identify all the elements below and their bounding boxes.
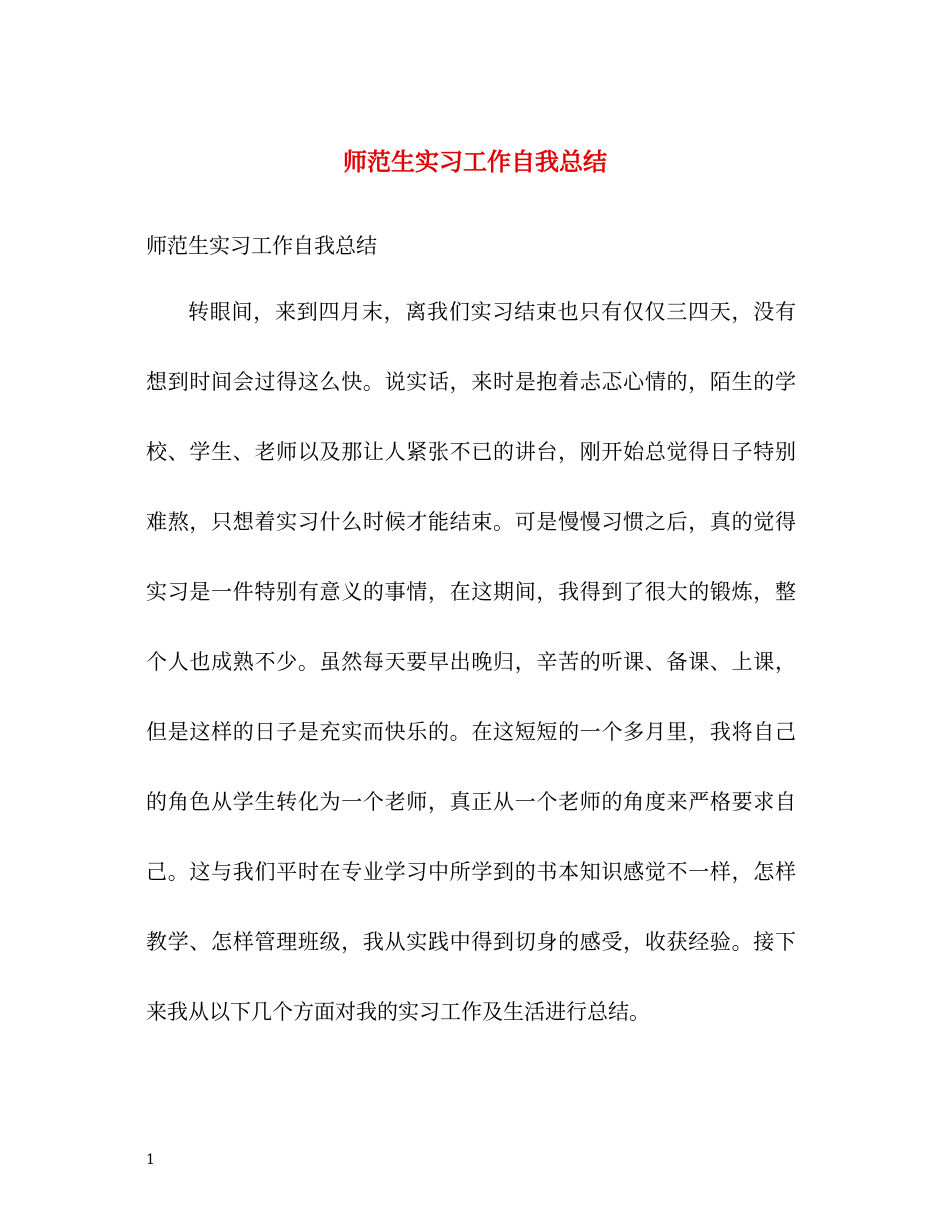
paragraph-line: 教学、怎样管理班级，我从实践中得到切身的感受，收获经验。接下 xyxy=(146,930,796,954)
document-subtitle: 师范生实习工作自我总结 xyxy=(146,234,377,258)
paragraph-line: 的角色从学生转化为一个老师，真正从一个老师的角度来严格要求自 xyxy=(146,790,796,814)
paragraph-line: 来我从以下几个方面对我的实习工作及生活进行总结。 xyxy=(146,1000,650,1024)
paragraph-line: 但是这样的日子是充实而快乐的。在这短短的一个多月里，我将自己 xyxy=(146,720,796,744)
paragraph-line: 个人也成熟不少。虽然每天要早出晚归，辛苦的听课、备课、上课， xyxy=(146,650,796,674)
paragraph-line: 想到时间会过得这么快。说实话，来时是抱着忐忑心情的，陌生的学 xyxy=(146,370,796,394)
page-number: 1 xyxy=(146,1152,155,1168)
paragraph-line: 转眼间，来到四月末，离我们实习结束也只有仅仅三四天，没有 xyxy=(188,300,796,324)
paragraph-line: 己。这与我们平时在专业学习中所学到的书本知识感觉不一样，怎样 xyxy=(146,860,796,884)
paragraph-line: 实习是一件特别有意义的事情，在这期间，我得到了很大的锻炼，整 xyxy=(146,580,796,604)
document-title: 师范生实习工作自我总结 xyxy=(343,147,607,176)
paragraph-line: 校、学生、老师以及那让人紧张不已的讲台，刚开始总觉得日子特别 xyxy=(146,440,796,464)
paragraph-line: 难熬，只想着实习什么时候才能结束。可是慢慢习惯之后，真的觉得 xyxy=(146,510,796,534)
